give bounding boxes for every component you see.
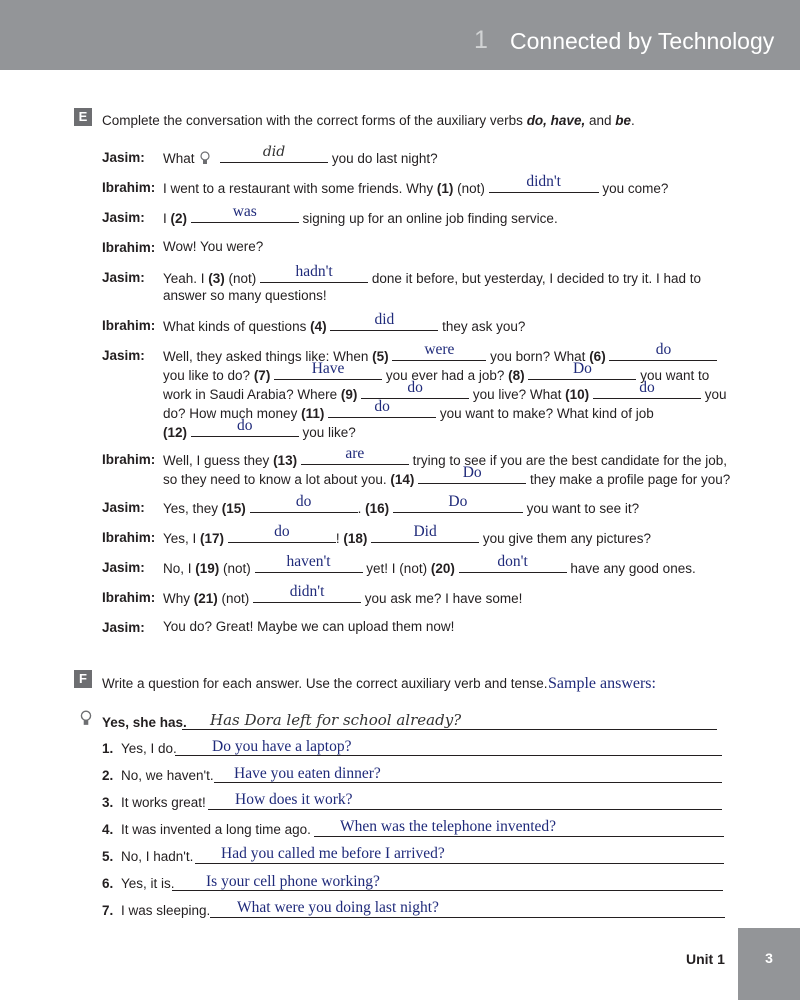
dialogue-line: What kinds of questions (4) did they ask you? <box>163 311 526 334</box>
section-e-instruction: Complete the conversation with the correct forms of the auxiliary verbs do, have, and be. <box>102 113 635 128</box>
answer-blank[interactable]: haven't <box>255 558 363 573</box>
item-number: 2. <box>102 768 114 783</box>
dialogue-line-cont: so they need to know a lot about you. (14) Do they make a profile page for you? <box>163 464 731 487</box>
answer-blank[interactable]: do <box>250 498 358 513</box>
answer-blank[interactable]: Do <box>393 498 523 513</box>
item-answer: Have you eaten dinner? <box>234 765 381 782</box>
item-number: 4. <box>102 822 114 837</box>
answer-blank[interactable]: didn't <box>489 178 599 193</box>
answer-line[interactable] <box>210 917 725 918</box>
item-answer: Do you have a laptop? <box>212 738 352 755</box>
item-number: 3. <box>102 795 114 810</box>
item-number: 1. <box>102 741 114 756</box>
dialogue-line: Well, I guess they (13) are trying to see if you are the best candidate for the job, <box>163 445 728 468</box>
answer-line[interactable] <box>208 809 722 810</box>
lightbulb-icon <box>80 710 92 726</box>
page-number-box <box>738 928 800 1000</box>
item-prompt: No, we haven't. <box>121 768 214 783</box>
lightbulb-icon <box>200 151 210 165</box>
speaker-jasim: Jasim: <box>102 620 145 635</box>
dialogue-line: Yes, I (17) do ! (18) Did you give them any pictures? <box>163 523 651 546</box>
speaker-ibrahim: Ibrahim: <box>102 452 156 467</box>
speaker-ibrahim: Ibrahim: <box>102 240 156 255</box>
page-number: 3 <box>765 950 773 966</box>
section-f-badge: F <box>74 670 92 688</box>
dialogue-line-cont: answer so many questions! <box>163 288 327 303</box>
dialogue-line-cont: (12) do you like? <box>163 417 356 440</box>
dialogue-line: No, I (19) (not) haven't yet! I (not) (20) don't have any good ones. <box>163 553 696 576</box>
dialogue-line: You do? Great! Maybe we can upload them now! <box>163 619 455 634</box>
item-answer: Is your cell phone working? <box>206 873 380 890</box>
item-prompt: Yes, it is. <box>121 876 175 891</box>
answer-blank[interactable]: do <box>228 528 336 543</box>
speaker-ibrahim: Ibrahim: <box>102 180 156 195</box>
section-e-badge: E <box>74 108 92 126</box>
dialogue-line: Why (21) (not) didn't you ask me? I have some! <box>163 583 523 606</box>
answer-blank[interactable]: do <box>191 422 299 437</box>
dialogue-line-cont: work in Saudi Arabia? Where (9) do you live? What (10) do you <box>163 379 727 402</box>
item-number: 5. <box>102 849 114 864</box>
answer-blank[interactable]: Do <box>528 365 636 380</box>
item-number: 6. <box>102 876 114 891</box>
answer-blank[interactable]: do <box>609 346 717 361</box>
speaker-jasim: Jasim: <box>102 150 145 165</box>
example-prompt: Yes, she has. <box>102 715 187 730</box>
answer-blank[interactable]: was <box>191 208 299 223</box>
answer-blank[interactable]: Do <box>418 469 526 484</box>
answer-blank[interactable]: were <box>392 346 486 361</box>
sample-answers-label: Sample answers: <box>548 675 656 692</box>
answer-line[interactable] <box>314 836 724 837</box>
speaker-ibrahim: Ibrahim: <box>102 530 156 545</box>
item-prompt: I was sleeping. <box>121 903 211 918</box>
dialogue-line: Well, they asked things like: When (5) were you born? What (6) do <box>163 346 717 366</box>
answer-line[interactable] <box>195 863 724 864</box>
answer-blank[interactable]: did <box>220 148 328 163</box>
item-prompt: No, I hadn't. <box>121 849 194 864</box>
item-answer: What were you doing last night? <box>237 899 439 916</box>
speaker-jasim: Jasim: <box>102 348 145 363</box>
item-answer: When was the telephone invented? <box>340 818 557 835</box>
speaker-jasim: Jasim: <box>102 270 145 285</box>
chapter-title: Connected by Technology <box>510 28 775 54</box>
answer-blank[interactable]: hadn't <box>260 268 368 283</box>
answer-blank[interactable]: Have <box>274 365 382 380</box>
chapter-number: 1 <box>474 26 488 54</box>
speaker-ibrahim: Ibrahim: <box>102 590 156 605</box>
dialogue-line-cont: do? How much money (11) do you want to make? What kind of job <box>163 398 654 421</box>
speaker-jasim: Jasim: <box>102 500 145 515</box>
answer-line[interactable] <box>182 729 717 730</box>
chapter-header <box>0 0 800 70</box>
item-prompt: Yes, I do. <box>121 741 177 756</box>
item-prompt: It was invented a long time ago. <box>121 822 311 837</box>
item-answer: Had you called me before I arrived? <box>221 845 445 862</box>
dialogue-line-cont: you like to do? (7) Have you ever had a job? (8) Do you want to <box>163 360 710 383</box>
item-prompt: It works great! <box>121 795 206 810</box>
answer-blank[interactable]: don't <box>459 558 567 573</box>
item-answer: How does it work? <box>235 791 353 808</box>
dialogue-line: Wow! You were? <box>163 239 264 254</box>
item-number: 7. <box>102 903 114 918</box>
speaker-ibrahim: Ibrahim: <box>102 318 156 333</box>
dialogue-line: Yes, they (15) do . (16) Do you want to see it? <box>163 493 640 516</box>
answer-blank[interactable]: Did <box>371 528 479 543</box>
answer-blank[interactable]: do <box>328 403 436 418</box>
answer-blank[interactable]: did <box>330 316 438 331</box>
dialogue-line: I went to a restaurant with some friends. Why (1) (not) didn't you come? <box>163 173 669 196</box>
footer-unit-label: Unit 1 <box>686 951 725 967</box>
speaker-jasim: Jasim: <box>102 210 145 225</box>
answer-blank[interactable]: didn't <box>253 588 361 603</box>
answer-blank[interactable]: do <box>593 384 701 399</box>
speaker-jasim: Jasim: <box>102 560 145 575</box>
section-f-instruction: Write a question for each answer. Use the correct auxiliary verb and tense. <box>102 676 548 691</box>
example-answer: Has Dora left for school already? <box>210 711 462 729</box>
dialogue-line: Yeah. I (3) (not) hadn't done it before, but yesterday, I decided to try it. I had to <box>163 263 702 286</box>
answer-blank[interactable]: do <box>361 384 469 399</box>
answer-blank[interactable]: are <box>301 450 409 465</box>
dialogue-line: What did you do last night? <box>163 144 438 166</box>
dialogue-line: I (2) was signing up for an online job finding service. <box>163 203 558 226</box>
